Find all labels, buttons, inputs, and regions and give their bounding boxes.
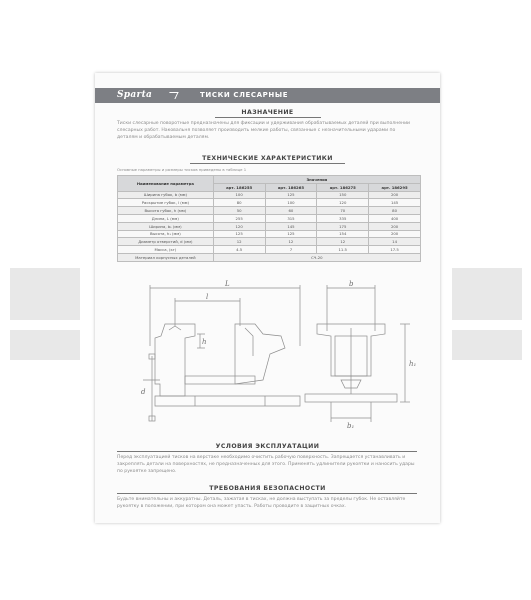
specs-table [117,175,421,262]
cell: 11.5 [317,246,369,254]
cell: 125 [265,230,317,238]
row-param: Длина, L (мм) [118,214,214,222]
purpose-rule [215,117,321,118]
cell: 4.5 [213,246,265,254]
watermark-block-right [452,268,522,320]
specs-caption: Основные параметры и размеры тисков приведены в таблице 1 [117,167,247,172]
table-row [118,199,421,207]
operation-heading: УСЛОВИЯ ЭКСПЛУАТАЦИИ [215,443,320,450]
cell: 200 [369,230,421,238]
operation-text: Перед эксплуатацией тисков на верстаке необходимо очистить рабочую поверхность. Запрещается устанавливать и закреплять детали на поверхностях, не предназначенных для этого. Применять удлинители рукоятки и наносить удары по рукоятке запрещено. [117,455,415,474]
row-param: Ширина, b₁ (мм) [118,222,214,230]
values-header: Значения [213,176,420,184]
table-row [118,246,421,254]
safety-rule [117,493,417,494]
vise-drawing [95,276,440,436]
watermark-block-left [10,268,80,320]
watermark-block-right-lower [452,330,522,360]
cell: 400 [369,214,421,222]
cell: 200 [369,222,421,230]
specs-heading: ТЕХНИЧЕСКИЕ ХАРАКТЕРИСТИКИ [202,155,333,162]
article-header: арт. 186255 [213,183,265,191]
cell: 100 [265,199,317,207]
row-param: Раскрытие губок, l (мм) [118,199,214,207]
table-row [118,191,421,199]
dim-label-L: L [225,280,230,288]
cell: 12 [317,238,369,246]
row-param: Ширина губок, b (мм) [118,191,214,199]
document-title: ТИСКИ СЛЕСАРНЫЕ [200,91,289,99]
table-row [118,253,421,261]
cell: 200 [369,191,421,199]
cell: 145 [265,222,317,230]
dim-label-b1: b₁ [347,422,355,430]
article-header: арт. 186265 [265,183,317,191]
cell: 80 [213,199,265,207]
table-row [118,222,421,230]
safety-text: Будьте внимательны и аккуратны. Деталь, зажатая в тисках, не должна выступать за пределы губок. Не оставляйте рукоятку в положении, при котором она может упасть. Работы проводите в защитных очках. [117,497,406,509]
operation-rule [117,451,417,452]
cell: 7 [265,246,317,254]
row-param: Высота губок, h (мм) [118,207,214,215]
dim-label-d: d [141,388,146,396]
dim-label-h1: h₁ [409,360,417,368]
cell: 175 [317,222,369,230]
watermark-block-left-lower [10,330,80,360]
cell: 255 [213,214,265,222]
cell: 145 [369,199,421,207]
dim-label-l: l [206,293,209,301]
brand-swoosh-icon [166,92,178,99]
purpose-text: Тиски слесарные поворотные предназначены для фиксации и удерживания обрабатываемых деталей при выполнении слесарных работ. Наковальня позволяет производить мелкие работы, связанные с незначительными ударами по деталям и обрабатываемым деталям. [117,121,411,140]
specs-rule [190,163,345,164]
dim-label-b: b [349,280,354,288]
material-label: Материал корпусных деталей [118,253,214,261]
param-header: Наименование параметра [118,176,214,192]
table-row [118,214,421,222]
safety-heading: ТРЕБОВАНИЯ БЕЗОПАСНОСТИ [209,485,326,492]
cell: 125 [213,230,265,238]
article-header: арт. 186295 [369,183,421,191]
cell: 50 [213,207,265,215]
table-row [118,238,421,246]
row-param: Высота, h₁ (мм) [118,230,214,238]
cell: 14 [369,238,421,246]
brand-logo: Sparta [117,90,153,100]
cell: 17.5 [369,246,421,254]
instruction-sheet [95,73,440,523]
material-value: СЧ-20 [213,253,420,261]
cell: 120 [213,222,265,230]
row-param: Масса, (кг) [118,246,214,254]
cell: 125 [265,191,317,199]
cell: 150 [317,191,369,199]
cell: 70 [317,207,369,215]
cell: 12 [213,238,265,246]
cell: 335 [317,214,369,222]
cell: 315 [265,214,317,222]
purpose-heading: НАЗНАЧЕНИЕ [241,109,294,116]
cell: 12 [265,238,317,246]
row-param: Диаметр отверстий, d (мм) [118,238,214,246]
dim-label-h: h [202,338,207,346]
cell: 120 [317,199,369,207]
cell: 154 [317,230,369,238]
table-row [118,207,421,215]
table-row [118,230,421,238]
article-header: арт. 186275 [317,183,369,191]
cell: 60 [265,207,317,215]
cell: 80 [369,207,421,215]
cell: 100 [213,191,265,199]
header-bar [95,88,440,103]
